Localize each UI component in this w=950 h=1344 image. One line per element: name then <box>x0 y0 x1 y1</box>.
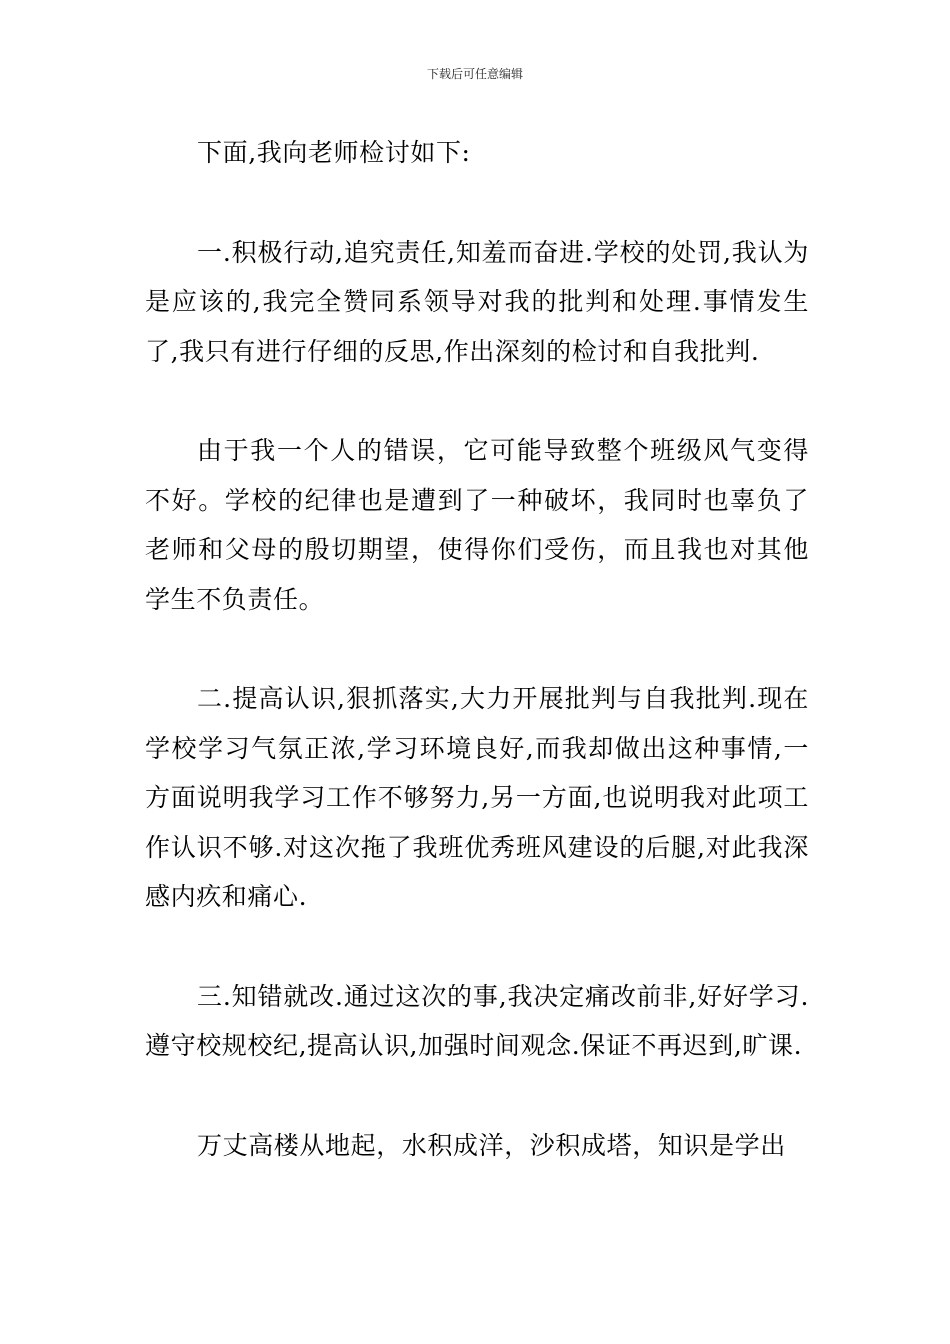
document-body <box>145 128 809 1220</box>
paragraph-consequences: 由于我一个人的错误，它可能导致整个班级风气变得不好。学校的纪律也是遭到了一种破坏，我同时也辜负了老师和父母的殷切期望，使得你们受伤，而且我也对其他学生不负责任。 <box>145 436 809 614</box>
paragraph-closing: 万丈高楼从地起，水积成洋，沙积成塔，知识是学出 <box>197 1130 786 1160</box>
paragraph-point-three: 三.知错就改.通过这次的事,我决定痛改前非,好好学习.遵守校规校纪,提高认识,加强时间观念.保证不再迟到,旷课. <box>145 981 809 1060</box>
page-header: 下载后可任意编辑 <box>426 67 523 81</box>
paragraph-point-one: 一.积极行动,追究责任,知羞而奋进.学校的处罚,我认为是应该的,我完全赞同系领导对我的批判和处理.事情发生了,我只有进行仔细的反思,作出深刻的检讨和自我批判. <box>145 237 809 366</box>
paragraph-intro: 下面,我向老师检讨如下: <box>197 138 471 167</box>
paragraph-point-two: 二.提高认识,狠抓落实,大力开展批判与自我批判.现在学校学习气氛正浓,学习环境良好,而我却做出这种事情,一方面说明我学习工作不够努力,另一方面,也说明我对此项工作认识不够.对这次拖了我班优秀班风建设的后腿,对此我深感内疚和痛心. <box>145 684 809 911</box>
